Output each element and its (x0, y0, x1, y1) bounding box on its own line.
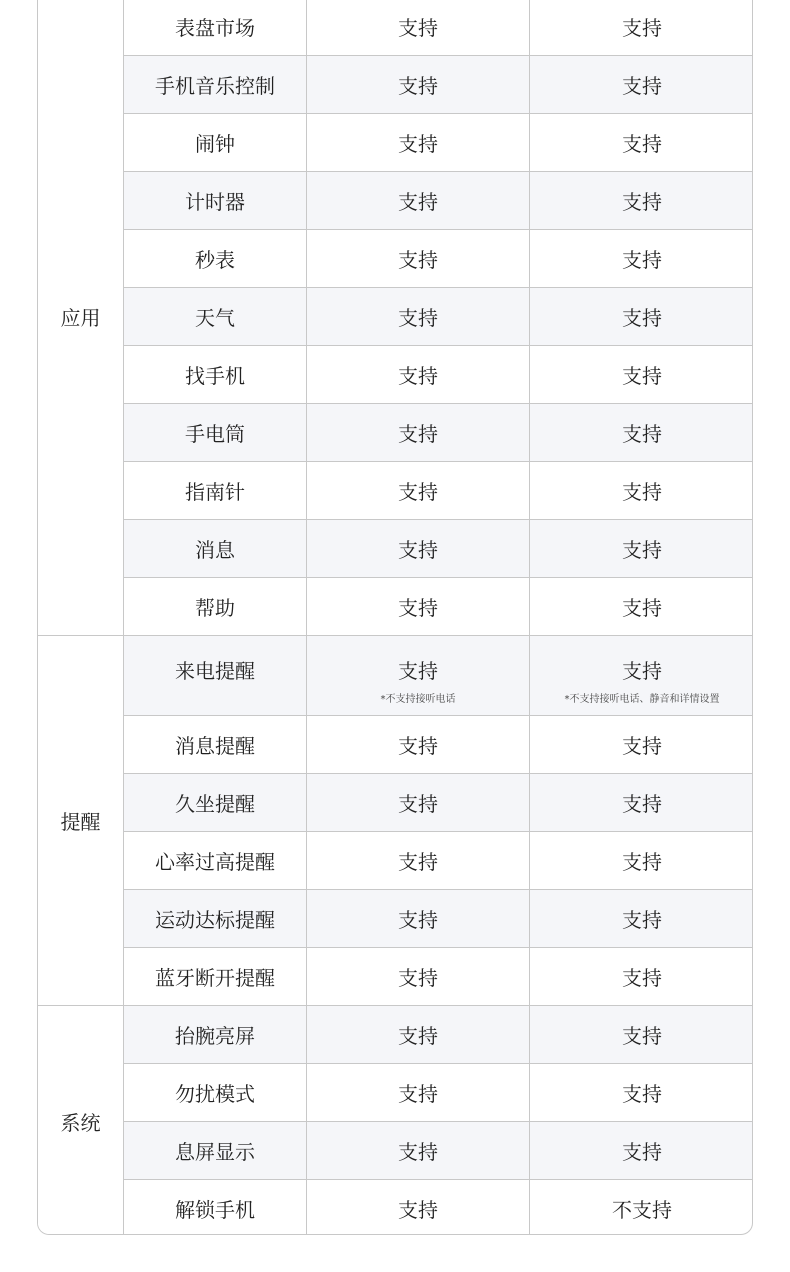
support-cell-col2 (530, 230, 753, 288)
feature-cell (124, 114, 307, 172)
category-label: 应用 (60, 306, 101, 330)
support-cell-col2 (530, 636, 753, 716)
comparison-table (37, 0, 753, 1235)
support-value: 支持 (398, 248, 438, 272)
support-cell-col2 (530, 1180, 753, 1235)
feature-cell (124, 774, 307, 832)
support-cell-col2 (530, 520, 753, 578)
feature-cell (124, 56, 307, 114)
support-value: 支持 (398, 908, 438, 932)
support-value: 支持 (398, 850, 438, 874)
support-value: 支持 (622, 364, 662, 388)
feature-name: 闹钟 (195, 132, 235, 156)
support-value: 支持 (398, 659, 438, 683)
support-cell-col2 (530, 346, 753, 404)
feature-cell (124, 832, 307, 890)
category-cell (38, 0, 124, 636)
support-value: 支持 (398, 596, 438, 620)
support-value: 支持 (398, 190, 438, 214)
support-value: 支持 (398, 132, 438, 156)
support-cell-col1 (307, 948, 530, 1006)
support-cell-col1 (307, 890, 530, 948)
support-cell-col2 (530, 1122, 753, 1180)
support-cell-col2 (530, 462, 753, 520)
support-value: 支持 (398, 1140, 438, 1164)
support-cell-col1 (307, 56, 530, 114)
support-value: 支持 (622, 596, 662, 620)
feature-name: 运动达标提醒 (155, 908, 275, 932)
support-cell-col2 (530, 172, 753, 230)
category-label: 系统 (60, 1111, 101, 1135)
feature-name: 计时器 (185, 190, 245, 214)
support-value: 支持 (622, 190, 662, 214)
feature-name: 找手机 (185, 364, 245, 388)
feature-cell (124, 1006, 307, 1064)
feature-cell (124, 172, 307, 230)
feature-cell (124, 636, 307, 716)
support-value: 支持 (622, 422, 662, 446)
feature-name: 勿扰模式 (175, 1082, 255, 1106)
feature-name: 蓝牙断开提醒 (155, 966, 275, 990)
support-cell-col1 (307, 346, 530, 404)
feature-name: 秒表 (195, 248, 235, 272)
support-value: 支持 (622, 1140, 662, 1164)
support-value: 支持 (622, 132, 662, 156)
support-cell-col1 (307, 1180, 530, 1235)
support-value: 支持 (398, 1024, 438, 1048)
support-value: 支持 (622, 734, 662, 758)
support-cell-col1 (307, 288, 530, 346)
feature-cell (124, 948, 307, 1006)
support-value: 支持 (398, 792, 438, 816)
feature-name: 手机音乐控制 (155, 74, 275, 98)
feature-cell (124, 288, 307, 346)
feature-name: 帮助 (195, 596, 235, 620)
feature-cell (124, 1180, 307, 1235)
support-cell-col2 (530, 716, 753, 774)
feature-name: 解锁手机 (175, 1198, 255, 1222)
category-cell (38, 636, 124, 1006)
support-value: 支持 (622, 659, 662, 683)
feature-cell (124, 462, 307, 520)
support-cell-col2 (530, 948, 753, 1006)
support-value: 支持 (398, 16, 438, 40)
support-value: 支持 (398, 1198, 438, 1222)
feature-name: 表盘市场 (175, 16, 255, 40)
feature-name: 心率过高提醒 (155, 850, 275, 874)
support-value: 支持 (622, 480, 662, 504)
support-cell-col1 (307, 114, 530, 172)
support-value: 支持 (398, 734, 438, 758)
feature-name: 消息提醒 (175, 734, 255, 758)
feature-cell (124, 578, 307, 636)
support-cell-col2 (530, 578, 753, 636)
support-value: 支持 (622, 1082, 662, 1106)
support-value: 支持 (622, 306, 662, 330)
support-cell-col1 (307, 774, 530, 832)
support-cell-col1 (307, 230, 530, 288)
support-value: 支持 (622, 908, 662, 932)
support-value: 支持 (398, 966, 438, 990)
support-value: 支持 (622, 16, 662, 40)
feature-name: 久坐提醒 (175, 792, 255, 816)
feature-cell (124, 230, 307, 288)
support-cell-col1 (307, 172, 530, 230)
support-cell-col2 (530, 0, 753, 56)
feature-name: 消息 (195, 538, 235, 562)
feature-cell (124, 520, 307, 578)
support-cell-col1 (307, 0, 530, 56)
support-value: 支持 (398, 1082, 438, 1106)
support-value: 支持 (398, 74, 438, 98)
support-cell-col1 (307, 578, 530, 636)
support-cell-col2 (530, 832, 753, 890)
support-value: 不支持 (612, 1198, 672, 1222)
support-cell-col1 (307, 404, 530, 462)
category-cell (38, 1006, 124, 1235)
support-value: 支持 (398, 480, 438, 504)
support-cell-col2 (530, 288, 753, 346)
feature-cell (124, 346, 307, 404)
support-cell-col1 (307, 636, 530, 716)
feature-cell (124, 1064, 307, 1122)
support-cell-col1 (307, 1064, 530, 1122)
feature-name: 来电提醒 (175, 659, 255, 683)
support-note: *不支持接听电话 (380, 694, 456, 705)
support-cell-col1 (307, 832, 530, 890)
support-value: 支持 (622, 248, 662, 272)
support-value: 支持 (622, 792, 662, 816)
support-cell-col1 (307, 1006, 530, 1064)
support-cell-col2 (530, 890, 753, 948)
feature-name: 抬腕亮屏 (175, 1024, 255, 1048)
feature-name: 息屏显示 (175, 1140, 255, 1164)
support-value: 支持 (398, 538, 438, 562)
feature-name: 指南针 (185, 480, 245, 504)
support-cell-col2 (530, 774, 753, 832)
support-value: 支持 (622, 74, 662, 98)
feature-cell (124, 716, 307, 774)
support-cell-col1 (307, 462, 530, 520)
support-value: 支持 (398, 364, 438, 388)
feature-cell (124, 404, 307, 462)
feature-cell (124, 1122, 307, 1180)
support-value: 支持 (622, 850, 662, 874)
feature-name: 天气 (195, 306, 235, 330)
support-value: 支持 (398, 306, 438, 330)
support-value: 支持 (622, 966, 662, 990)
support-cell-col2 (530, 1006, 753, 1064)
support-cell-col2 (530, 404, 753, 462)
support-value: 支持 (398, 422, 438, 446)
support-value: 支持 (622, 538, 662, 562)
support-cell-col1 (307, 520, 530, 578)
support-value: 支持 (622, 1024, 662, 1048)
support-cell-col2 (530, 1064, 753, 1122)
support-cell-col1 (307, 716, 530, 774)
support-cell-col1 (307, 1122, 530, 1180)
support-cell-col2 (530, 114, 753, 172)
support-cell-col2 (530, 56, 753, 114)
feature-cell (124, 890, 307, 948)
feature-cell (124, 0, 307, 56)
support-note: *不支持接听电话、静音和详情设置 (564, 694, 720, 705)
category-label: 提醒 (60, 810, 101, 834)
feature-name: 手电筒 (185, 422, 245, 446)
